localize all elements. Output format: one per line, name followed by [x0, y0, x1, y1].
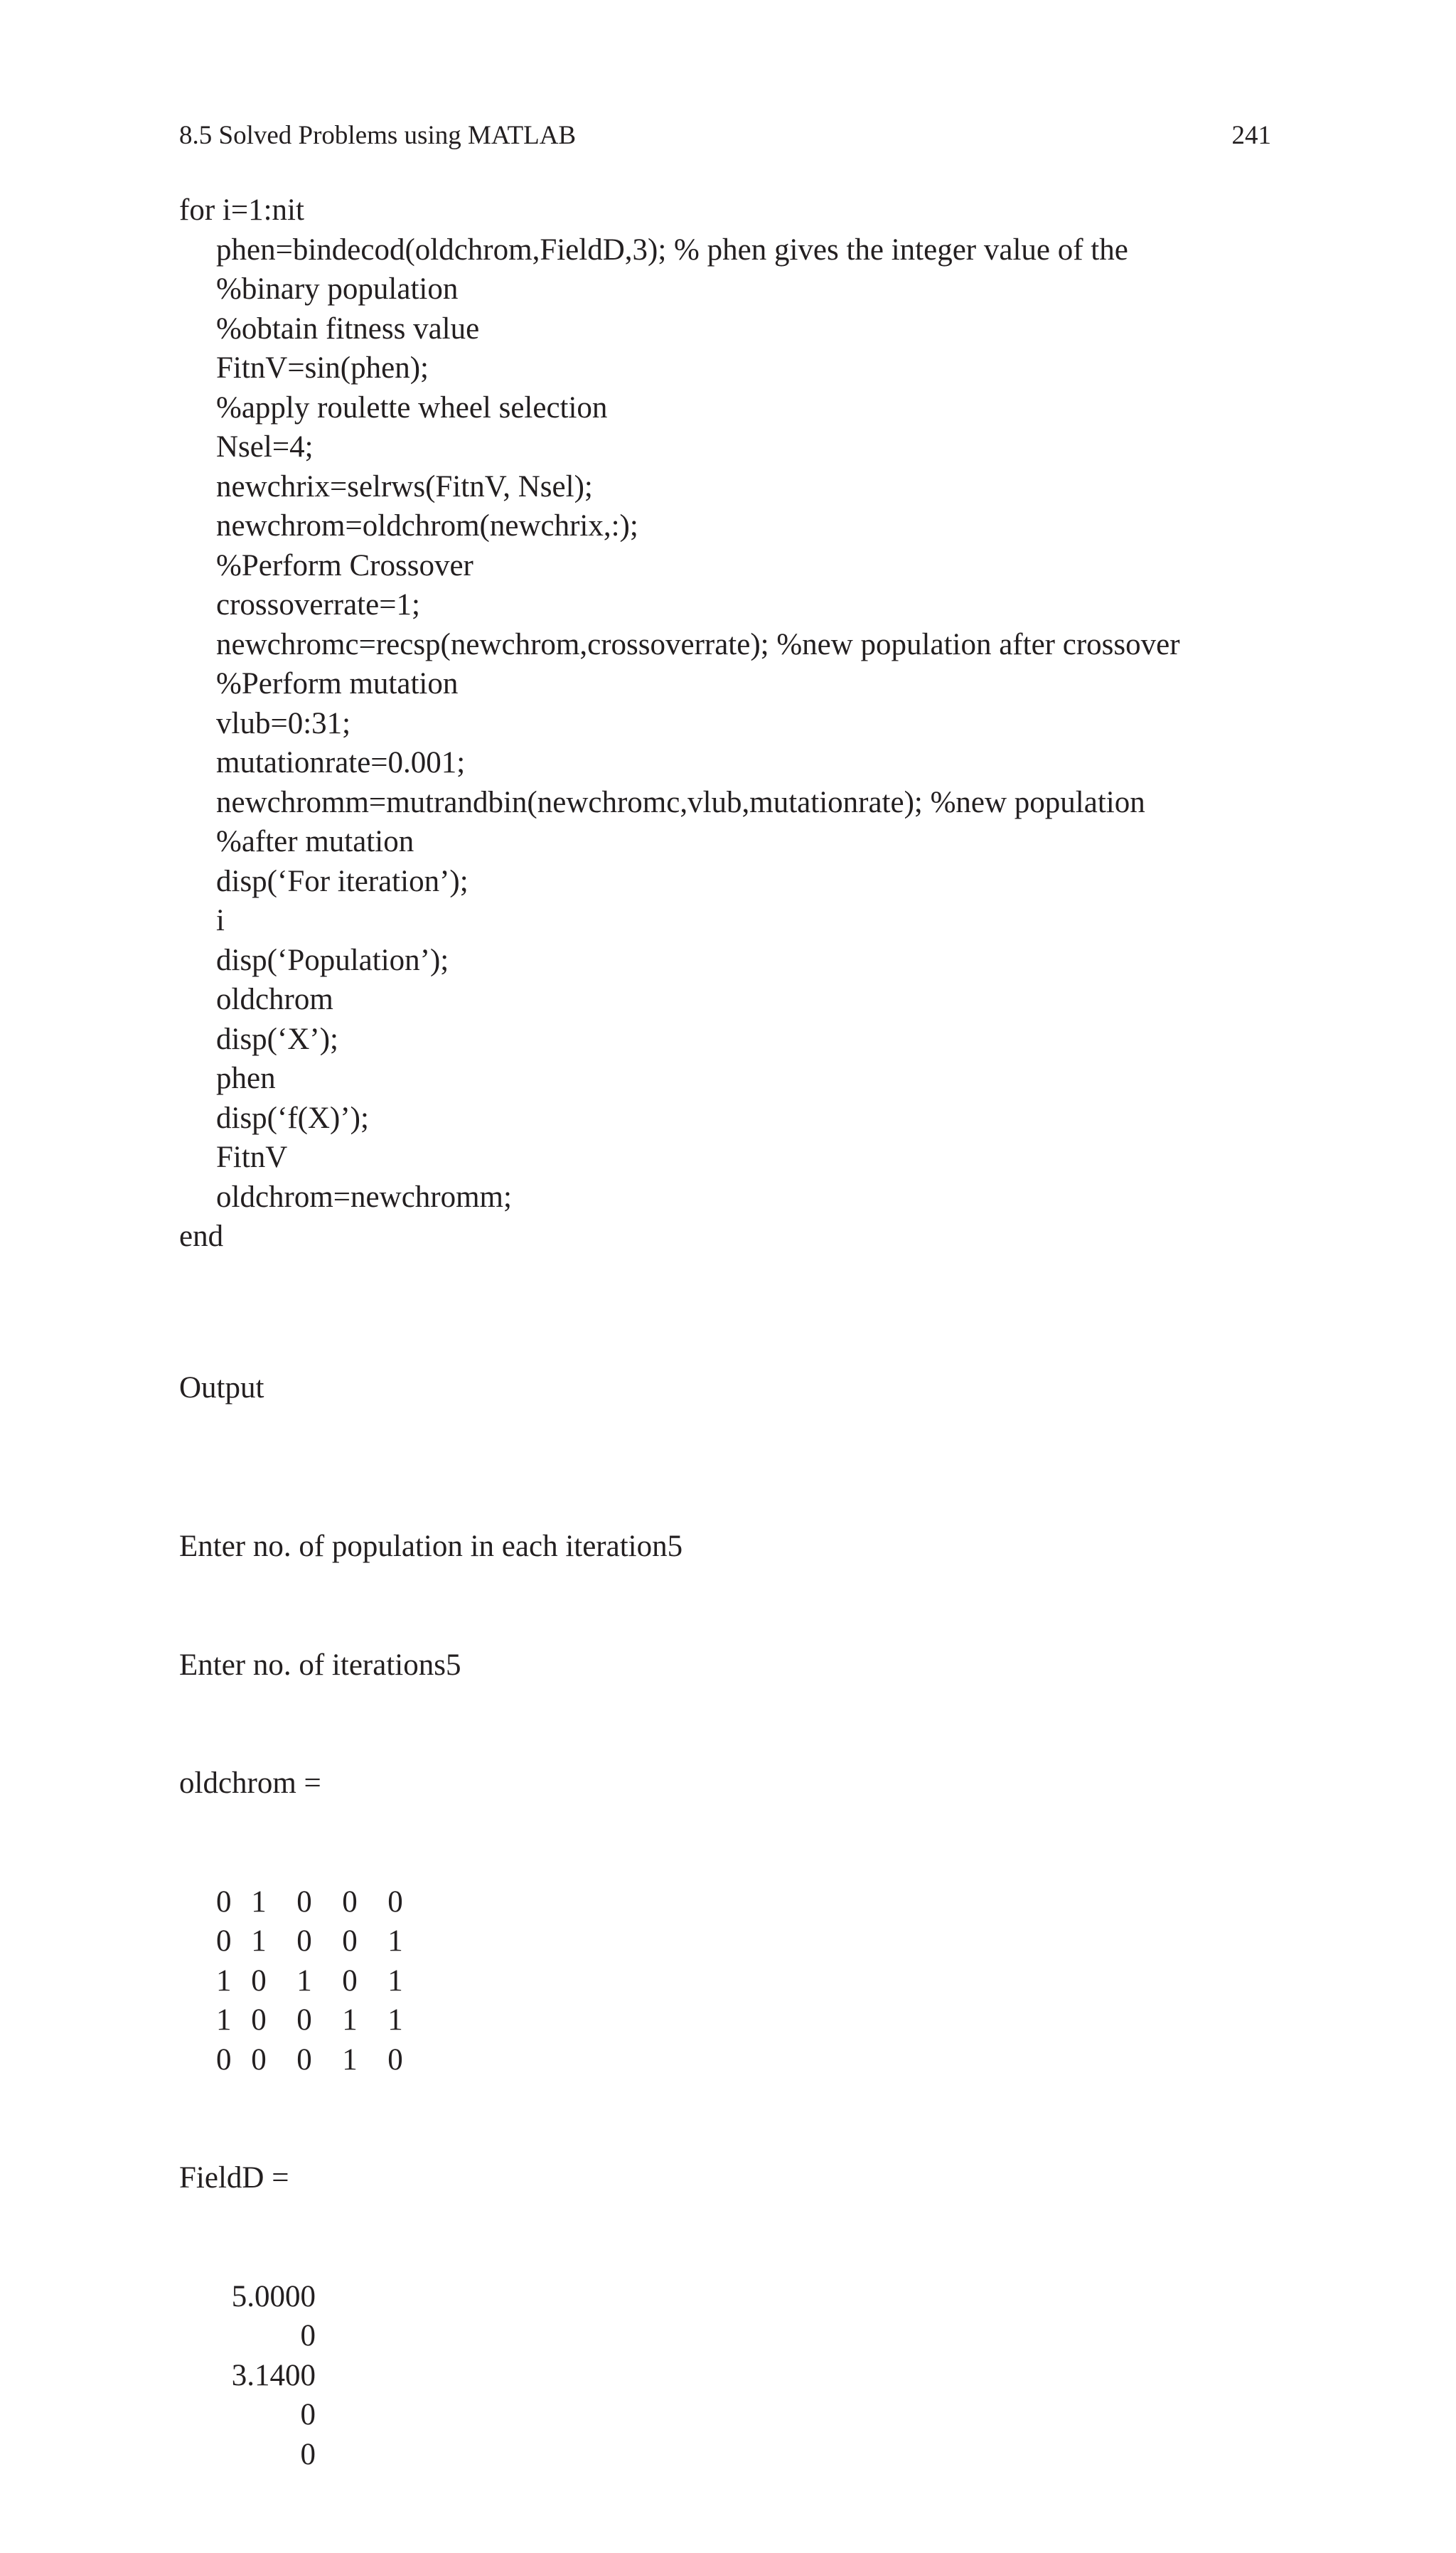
code-line: oldchrom — [216, 983, 333, 1016]
oldchrom-label: oldchrom = — [179, 1766, 321, 1800]
oldchrom-row — [179, 2000, 1288, 2040]
oldchrom-cell: 0 — [216, 1924, 232, 1958]
oldchrom-cell: 0 — [296, 1885, 312, 1919]
oldchrom-cell: 1 — [342, 2042, 358, 2077]
fieldd-vector — [179, 2277, 1288, 2475]
fieldd-row — [179, 2356, 1288, 2396]
code-line: %apply roulette wheel selection — [216, 390, 608, 425]
code-line: i — [216, 904, 225, 937]
fieldd-label: FieldD = — [179, 2161, 289, 2195]
code-line: oldchrom=newchromm; — [216, 1180, 512, 1214]
oldchrom-row — [179, 2040, 1288, 2080]
oldchrom-row — [179, 1922, 1288, 1961]
code-line: disp(‘X’); — [216, 1022, 338, 1056]
oldchrom-cell: 1 — [387, 1924, 403, 1958]
code-line: FitnV — [216, 1141, 288, 1174]
code-line: end — [179, 1220, 224, 1253]
code-line: Nsel=4; — [216, 430, 314, 464]
code-line: newchromc=recsp(newchrom,crossoverrate); %new population after crossover — [216, 627, 1180, 661]
fieldd-value: 0 — [300, 2319, 316, 2352]
oldchrom-cell: 0 — [216, 2042, 232, 2077]
code-line: %binary population — [216, 272, 459, 306]
oldchrom-cell: 0 — [296, 2003, 312, 2037]
matlab-output — [179, 1448, 1288, 2553]
page-number: 241 — [1231, 121, 1271, 150]
running-head — [179, 118, 1271, 154]
oldchrom-cell: 1 — [387, 2003, 403, 2037]
code-line: %Perform Crossover — [216, 548, 473, 582]
oldchrom-row — [179, 1961, 1288, 2001]
fieldd-value: 5.0000 — [231, 2279, 316, 2313]
code-line: %obtain fitness value — [216, 311, 480, 346]
fieldd-value: 0 — [300, 2398, 316, 2431]
oldchrom-cell: 0 — [296, 1924, 312, 1958]
oldchrom-cell: 0 — [251, 2003, 267, 2037]
code-line: %after mutation — [216, 825, 414, 858]
oldchrom-row — [179, 1882, 1288, 1922]
fieldd-value: 3.1400 — [231, 2358, 316, 2392]
code-line: FitnV=sin(phen); — [216, 351, 429, 385]
code-line: newchrix=selrws(FitnV, Nsel); — [216, 469, 593, 503]
output-prompt-iterations: Enter no. of iterations5 — [179, 1648, 461, 1682]
code-line: for i=1:nit — [179, 193, 304, 227]
oldchrom-cell: 1 — [251, 1924, 267, 1958]
oldchrom-cell: 1 — [296, 1963, 312, 1998]
oldchrom-cell: 0 — [342, 1885, 358, 1919]
oldchrom-cell: 1 — [251, 1885, 267, 1919]
fieldd-row — [179, 2435, 1288, 2475]
code-line: mutationrate=0.001; — [216, 746, 466, 779]
oldchrom-cell: 0 — [342, 1924, 358, 1958]
code-line: phen — [216, 1062, 276, 1095]
oldchrom-matrix — [179, 1882, 1288, 2080]
oldchrom-cell: 1 — [387, 1963, 403, 1998]
oldchrom-cell: 0 — [296, 2042, 312, 2077]
code-line: disp(‘For iteration’); — [216, 864, 469, 898]
output-heading: Output — [179, 1371, 264, 1405]
oldchrom-cell: 0 — [216, 1885, 232, 1919]
oldchrom-cell: 1 — [216, 1963, 232, 1998]
oldchrom-cell: 0 — [387, 1885, 403, 1919]
code-line: phen=bindecod(oldchrom,FieldD,3); % phen gives the integer value of the — [216, 233, 1128, 267]
code-line: newchromm=mutrandbin(newchromc,vlub,mutationrate); %new population — [216, 785, 1145, 819]
oldchrom-cell: 1 — [342, 2003, 358, 2037]
code-line: %Perform mutation — [216, 667, 459, 700]
fieldd-row — [179, 2316, 1288, 2356]
code-line: disp(‘Population’); — [216, 943, 449, 977]
code-line: disp(‘f(X)’); — [216, 1101, 369, 1135]
fieldd-row — [179, 2395, 1288, 2435]
oldchrom-cell: 0 — [251, 1963, 267, 1998]
code-line: vlub=0:31; — [216, 706, 351, 740]
section-title: 8.5 Solved Problems using MATLAB — [179, 121, 577, 150]
oldchrom-cell: 0 — [251, 2042, 267, 2077]
code-line: crossoverrate=1; — [216, 588, 420, 622]
oldchrom-cell: 0 — [387, 2042, 403, 2077]
oldchrom-cell: 0 — [342, 1963, 358, 1998]
code-line: newchrom=oldchrom(newchrix,:); — [216, 509, 638, 543]
fieldd-value: 0 — [300, 2437, 316, 2471]
matlab-code-listing — [179, 191, 1288, 1257]
fieldd-row — [179, 2277, 1288, 2317]
output-prompt-population: Enter no. of population in each iteration5 — [179, 1530, 683, 1563]
oldchrom-cell: 1 — [216, 2003, 232, 2037]
